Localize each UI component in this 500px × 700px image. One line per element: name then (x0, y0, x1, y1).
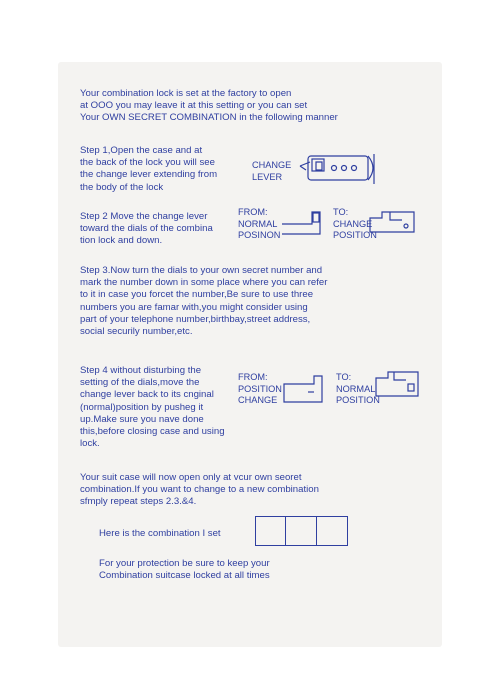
combination-digit-box (255, 516, 287, 546)
combination-label: Here is the combination I set (99, 528, 221, 539)
normal-position-icon (280, 210, 326, 240)
closing-text: Your suit case will now open only at vcur own seoret combination.If you want to change to a new combination sfmply repeat steps 2.3.&4. (80, 472, 319, 508)
change-position-icon-step4 (282, 374, 328, 406)
intro-text: Your combination lock is set at the factory to open at OOO you may leave it at this setting or you can set Your OWN SECRET COMBINATION in the following manner (80, 88, 338, 124)
combination-digit-box (316, 516, 348, 546)
step1-text: Step 1,Open the case and at the back of the lock you will see the change lever extending from the body of the lock (80, 145, 218, 193)
change-lever-label: CHANGE LEVER (252, 160, 292, 182)
step4-text: Step 4 without disturbing the setting of the dials,move the change lever back to its cnginal (normal)position by pusheg it up.Make sure you nave done this,before closing case and using lock. (80, 365, 225, 450)
step3-text: Step 3.Now turn the dials to your own secret number and mark the number down in some place where you can refer to it in case you forcet the number,Be sure to use three numbers you are famar with,you might consider using part of your telephone number,birthbay,street address, social securily number,etc. (80, 265, 328, 338)
change-position-icon (368, 206, 418, 240)
lock-back-illustration (296, 150, 386, 190)
step4-to-label: TO: NORMAL POSITION (336, 372, 380, 405)
normal-position-icon-step4 (374, 368, 422, 404)
step4-from-label: FROM: POSITION CHANGE (238, 372, 282, 405)
combination-digit-box (285, 516, 317, 546)
step2-text: Step 2 Move the change lever toward the dials of the combina tion lock and down. (80, 211, 213, 247)
step2-to-label: TO: CHANGE POSITION (333, 207, 377, 240)
combination-boxes (256, 516, 348, 546)
protection-text: For your protection be sure to keep your Combination suitcase locked at all times (99, 558, 270, 582)
step2-from-label: FROM: NORMAL POSINON (238, 207, 281, 240)
